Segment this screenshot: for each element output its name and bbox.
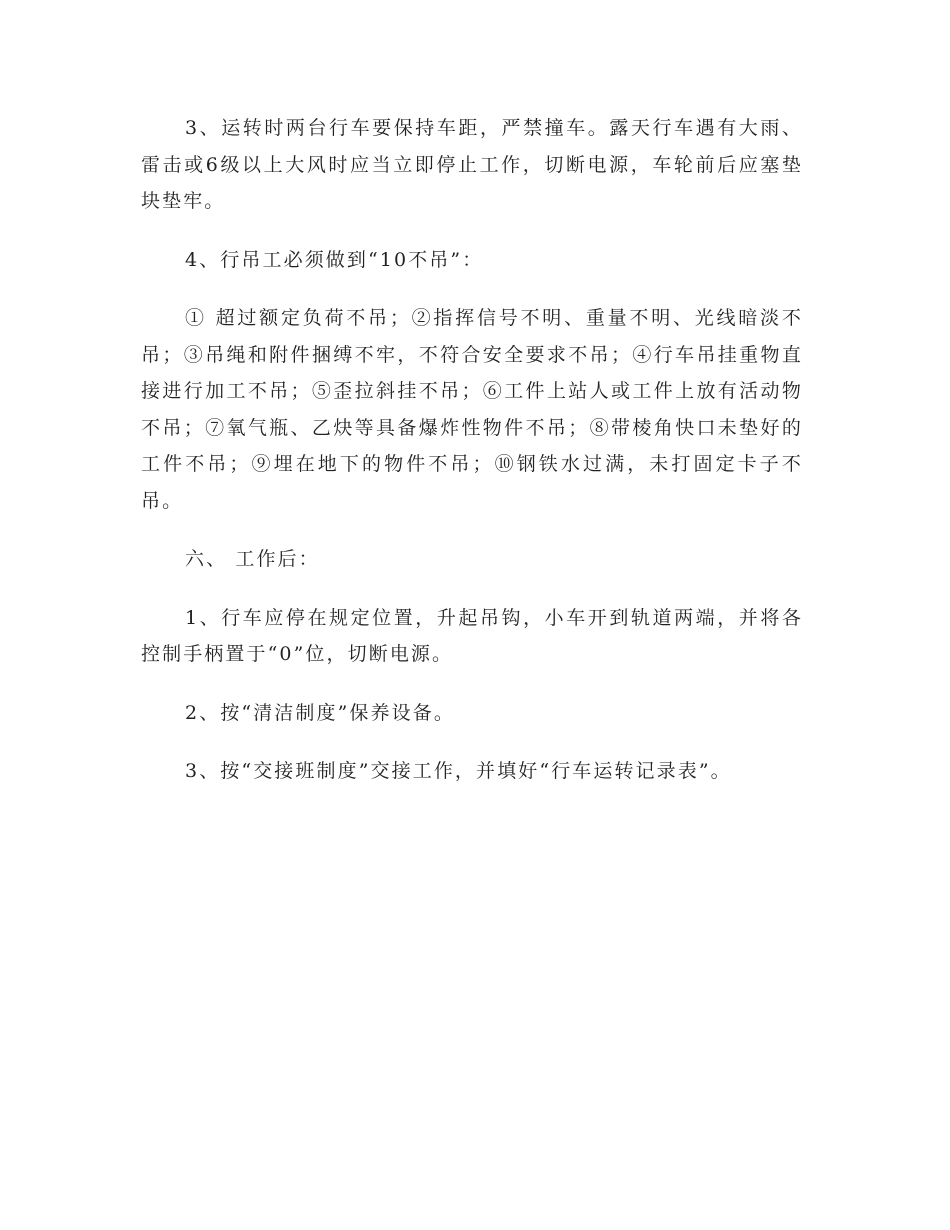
section-heading-after-work: 六、 工作后： [185,548,320,570]
paragraph-rule-3-weather: 3、运转时两台行车要保持车距，严禁撞车。露天行车遇有大雨、雷击或6级以上大风时应当立即停止工作，切断电源，车轮前后应塞垫块垫牢。 [141,117,803,212]
paragraph-after-work-2: 2、按“清洁制度”保养设备。 [185,701,455,724]
paragraph-rule-4-heading: 4、行吊工必须做到“10不吊”： [185,248,484,271]
paragraph-after-work-3: 3、按“交接班制度”交接工作，并填好“行车运转记录表”。 [185,760,732,782]
document-body [141,110,803,812]
paragraph-ten-no-lift-list: ① 超过额定负荷不吊；②指挥信号不明、重量不明、光线暗淡不吊；③吊绳和附件捆缚不牢，不符合安全要求不吊；④行车吊挂重物直接进行加工不吊；⑤歪拉斜挂不吊；⑥工件上站人或工件上放有活动物不吊；⑦氧气瓶、乙炔等具备爆炸性物件不吊；⑧带棱角快口未垫好的工件不吊；⑨埋在地下的物件不吊；⑩钢铁水过满，未打固定卡子不吊。 [141,307,803,512]
paragraph-after-work-1: 1、行车应停在规定位置，升起吊钩，小车开到轨道两端，并将各控制手柄置于“0”位，切断电源。 [141,606,803,665]
